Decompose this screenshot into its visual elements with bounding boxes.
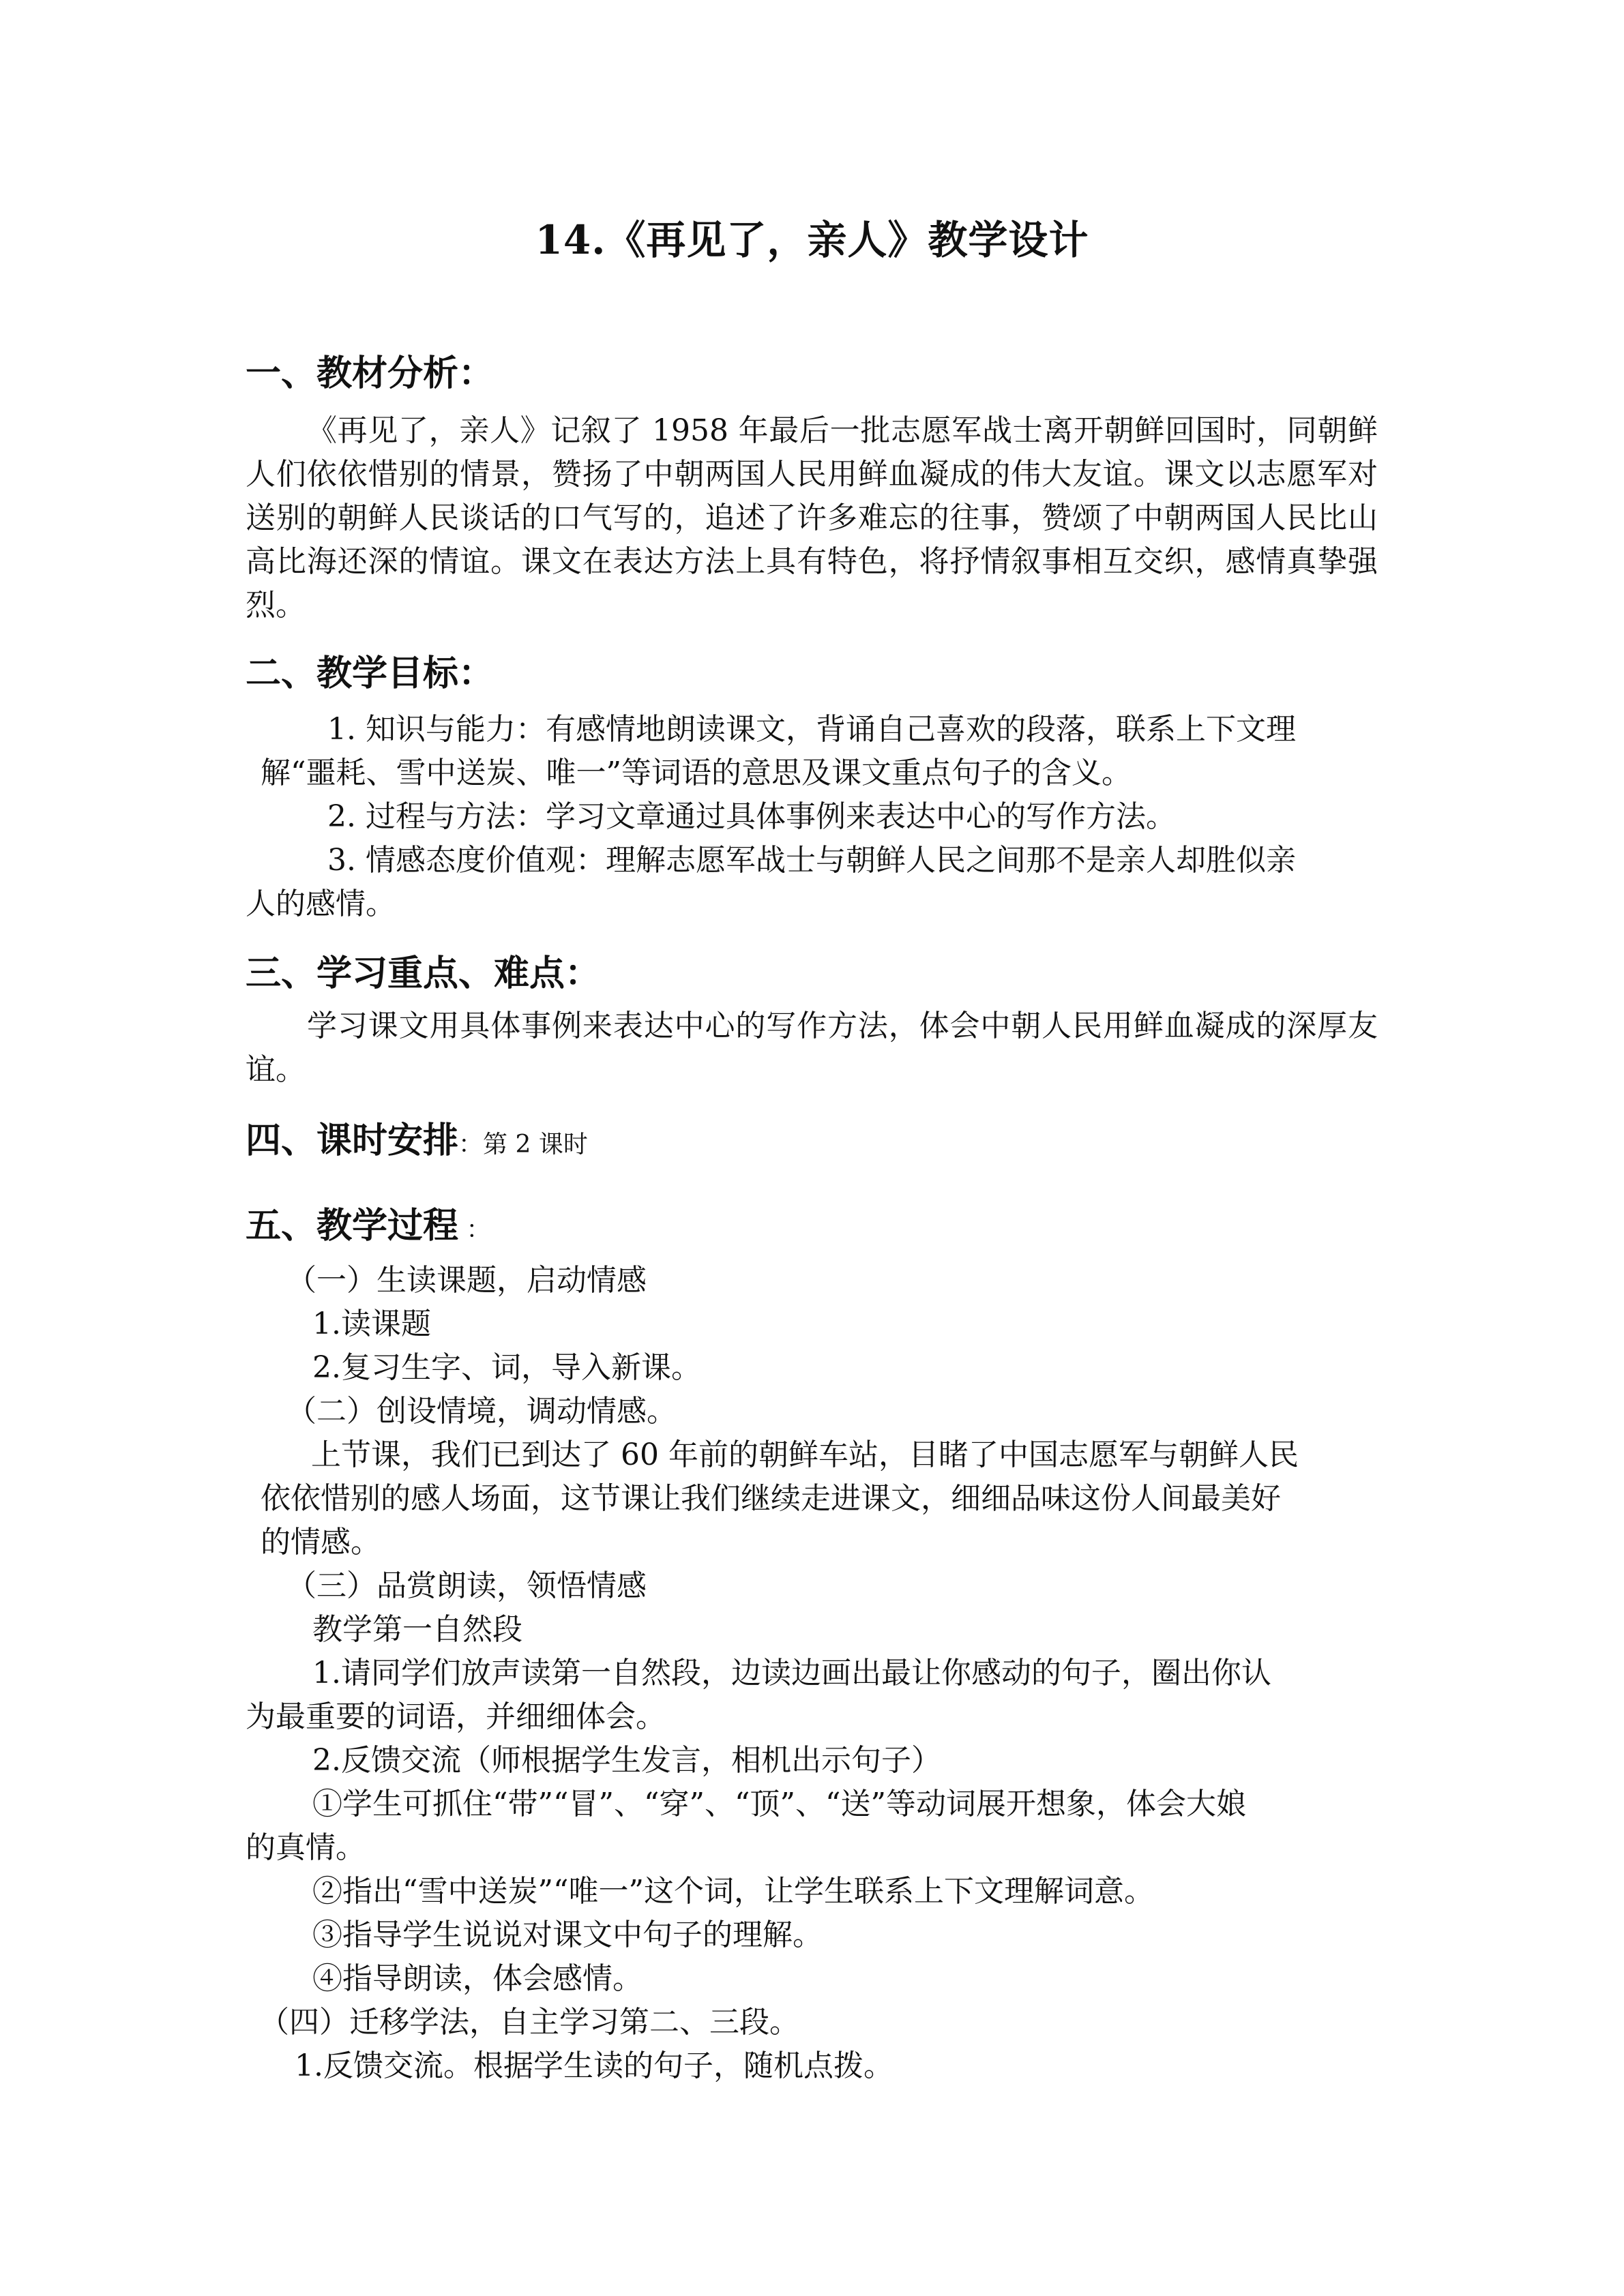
goal-1-line-2: 解“噩耗、雪中送炭、唯一”等词语的意思及课文重点句子的含义。 [261, 756, 1132, 790]
process-step-3-point-4: ④指导朗读，体会感情。 [312, 1961, 643, 1996]
process-step-2-text-line-1: 上节课，我们已到达了 60 年前的朝鲜车站，目睹了中国志愿军与朝鲜人民 [311, 1437, 1299, 1472]
process-step-3-item-2: 2.反馈交流（师根据学生发言，相机出示句子） [312, 1743, 941, 1778]
section-heading-teaching-process [246, 1197, 490, 1248]
goal-1-line-1: 1. 知识与能力：有感情地朗读课文，背诵自己喜欢的段落，联系上下文理 [327, 712, 1296, 747]
process-step-3-point-1-line-1: ①学生可抓住“带”“冒”、“穿”、“顶”、“送”等动词展开想象，体会大娘 [312, 1787, 1246, 1821]
process-step-4-item-1: 1.反馈交流。根据学生读的句子，随机点拨。 [295, 2048, 894, 2083]
section-heading-teaching-goals: 二、教学目标： [246, 653, 494, 694]
process-step-1-item-2: 2.复习生字、词，导入新课。 [312, 1350, 701, 1385]
section-heading-textbook-analysis: 一、教材分析： [246, 353, 494, 394]
process-step-3-item-1-line-2: 为最重要的词语，并细细体会。 [246, 1699, 666, 1734]
textbook-analysis-paragraph: 《再见了，亲人》记叙了 1958 年最后一批志愿军战士离开朝鲜回国时，同朝鲜人们依依惜别的情景，赞扬了中朝两国人民用鲜血凝成的伟大友谊。课文以志愿军对送别的朝鲜人民谈话的口气写的，追述了许多难忘的往事，赞颂了中朝两国人民比山高比海还深的情谊。课文在表达方法上具有特色，将抒情叙事相互交织，感情真挚强烈。 [246, 413, 1378, 623]
schedule-value: 第 2 课时 [483, 1131, 588, 1159]
document-title: 14.《再见了，亲人》教学设计 [535, 217, 1089, 263]
process-step-3: （三）品赏朗读，领悟情感 [286, 1568, 647, 1603]
process-step-3-subheading: 教学第一自然段 [312, 1612, 522, 1647]
section-heading-key-points: 三、学习重点、难点： [246, 953, 601, 994]
process-heading-separator: ： [458, 1216, 491, 1244]
process-step-3-point-2: ②指出“雪中送炭”“唯一”这个词，让学生联系上下文理解词意。 [312, 1874, 1154, 1909]
process-step-2: （二）创设情境，调动情感。 [286, 1394, 677, 1429]
schedule-heading-separator: ： [458, 1131, 484, 1159]
section-heading-schedule [246, 1112, 588, 1163]
goal-2: 2. 过程与方法：学习文章通过具体事例来表达中心的写作方法。 [327, 799, 1176, 834]
process-step-3-item-1-line-1: 1.请同学们放声读第一自然段，边读边画出最让你感动的句子，圈出你认 [312, 1656, 1271, 1690]
process-step-4: （四）迁移学法，自主学习第二、三段。 [259, 2005, 799, 2040]
key-points-paragraph: 学习课文用具体事例来表达中心的写作方法，体会中朝人民用鲜血凝成的深厚友谊。 [246, 1009, 1378, 1087]
process-step-2-text-line-3: 的情感。 [261, 1525, 381, 1560]
process-heading-text: 五、教学过程 [246, 1205, 459, 1247]
process-step-2-text-line-2: 依依惜别的感人场面，这节课让我们继续走进课文，细细品味这份人间最美好 [261, 1481, 1281, 1516]
goal-3-line-1: 3. 情感态度价值观：理解志愿军战士与朝鲜人民之间那不是亲人却胜似亲 [327, 843, 1296, 878]
process-step-3-point-1-line-2: 的真情。 [246, 1830, 366, 1865]
process-step-3-point-3: ③指导学生说说对课文中句子的理解。 [312, 1918, 823, 1952]
goal-3-line-2: 人的感情。 [246, 886, 396, 921]
process-step-1-item-1: 1.读课题 [312, 1307, 431, 1341]
process-step-1: （一）生读课题，启动情感 [286, 1263, 647, 1298]
schedule-heading-text: 四、课时安排 [246, 1120, 459, 1161]
